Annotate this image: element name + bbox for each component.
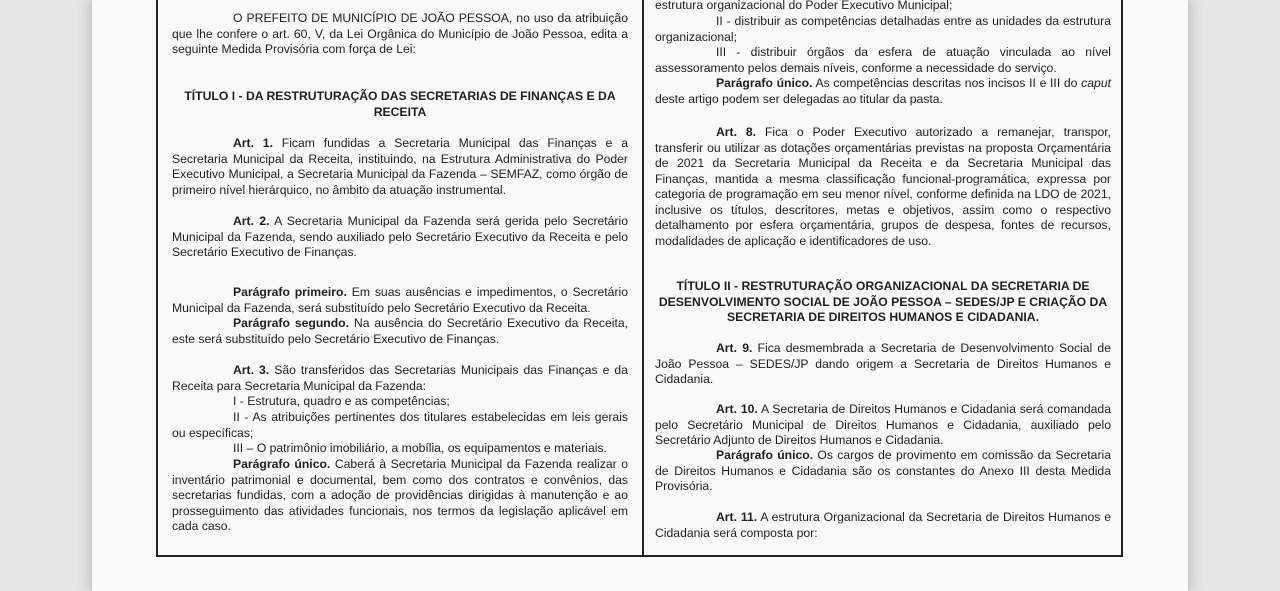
article-3-sole-paragraph: Parágrafo único. Caberá à Secretaria Municipal da Fazenda realizar o inventário patrimonial e documental, bem como dos contratos e convênios, das secretarias fundidas, com a adoção de providências dirigidas à manutenção e ao prosseguimento das atividades funcionais, nos termos da legislação aplicável em cada caso. [172, 457, 628, 533]
article-3-item-ii: II - As atribuições pertinentes dos titulares estabelecidas em leis gerais ou específicas; [172, 410, 628, 440]
article-11: Art. 11. A estrutura Organizacional da Secretaria de Direitos Humanos e Cidadania será composta por: [655, 510, 1111, 540]
article-3: Art. 3. São transferidos das Secretarias Municipais das Finanças e da Receita para Secretaria Municipal da Fazenda: [172, 363, 628, 393]
item-iii: III - distribuir órgãos da esfera de atuação vinculada ao nível assessoramento pelos demais níveis, conforme a necessidade do serviço. [655, 45, 1111, 75]
article-3-item-i: I - Estrutura, quadro e as competências; [233, 394, 450, 408]
title-1: TÍTULO I - DA RESTRUTURAÇÃO DAS SECRETARIAS DE FINANÇAS E DA RECEITA [184, 89, 616, 119]
article-9: Art. 9. Fica desmembrada a Secretaria de Desenvolvimento Social de João Pessoa – SEDES/JP dando origem a Secretaria de Direitos Humanos e Cidadania. [655, 341, 1111, 386]
item-ii: II - distribuir as competências detalhadas entre as unidades da estrutura organizacional; [655, 14, 1111, 44]
paragraph-second: Parágrafo segundo. Na ausência do Secretário Executivo da Receita, este será substituído pelo Secretário Executivo de Finanças. [172, 316, 628, 346]
article-1: Art. 1. Ficam fundidas a Secretaria Municipal das Finanças e a Secretaria Municipal da Receita, instituindo, na Estrutura Administrativa do Poder Executivo Municipal, a Secretaria Municipal da Fazenda – SEMFAZ, como órgão de primeiro nível hierárquico, no âmbito da atuação instrumental. [172, 136, 628, 197]
article-3-item-iii: III – O patrimônio imobiliário, a mobília, os equipamentos e materiais. [233, 441, 607, 455]
paragraph-first: Parágrafo primeiro. Em suas ausências e impedimentos, o Secretário Municipal da Fazenda, será substituído pelo Secretário Executivo da Receita. [172, 285, 628, 315]
sole-paragraph: Parágrafo único. As competências descritas nos incisos II e III do caput deste artigo podem ser delegadas ao titular da pasta. [655, 76, 1111, 106]
article-2: Art. 2. A Secretaria Municipal da Fazenda será gerida pelo Secretário Municipal da Fazenda, sendo auxiliado pelo Secretário Executivo da Receita e pelo Secretário Executivo de Finanças. [172, 214, 628, 259]
title-2: TÍTULO II - RESTRUTURAÇÃO ORGANIZACIONAL DA SECRETARIA DE DESENVOLVIMENTO SOCIAL DE JOÃO PESSOA – SEDES/JP E CRIAÇÃO DA SECRETARIA DE DIREITOS HUMANOS E CIDADANIA. [658, 279, 1108, 324]
article-8: Art. 8. Fica o Poder Executivo autorizado a remanejar, transpor, transferir ou utilizar as dotações orçamentárias previstas na proposta Orçamentária de 2021 da Secretaria Municipal da Receita e da Secretaria Municipal das Finanças, mantida a mesma classificação funcional-programática, expressa por categoria de programação em seu menor nível, conforme definida na LDO de 2021, inclusive os títulos, descritores, metas e objetivos, assim como o respectivo detalhamento por esfera orçamentária, grupos de despesa, fontes de recursos, modalidades de aplicação e identificadores de uso. [655, 125, 1111, 248]
column-divider [642, 0, 644, 557]
article-10: Art. 10. A Secretaria de Direitos Humanos e Cidadania será comandada pelo Secretário Municipal de Direitos Humanos e Cidadania, auxiliado pelo Secretário Adjunto de Direitos Humanos e Cidadania. [655, 402, 1111, 447]
top-line: estrutura organizacional do Poder Executivo Municipal; [655, 0, 953, 12]
article-10-sole-paragraph: Parágrafo único. Os cargos de provimento em comissão da Secretaria de Direitos Humanos e Cidadania são os constantes do Anexo III desta Medida Provisória. [655, 448, 1111, 493]
preamble: O PREFEITO DE MUNICÍPIO DE JOÃO PESSOA, no uso da atribuição que lhe confere o art. 60, V, da Lei Orgânica do Município de João Pessoa, edita a seguinte Medida Provisória com força de Lei: [172, 11, 628, 56]
